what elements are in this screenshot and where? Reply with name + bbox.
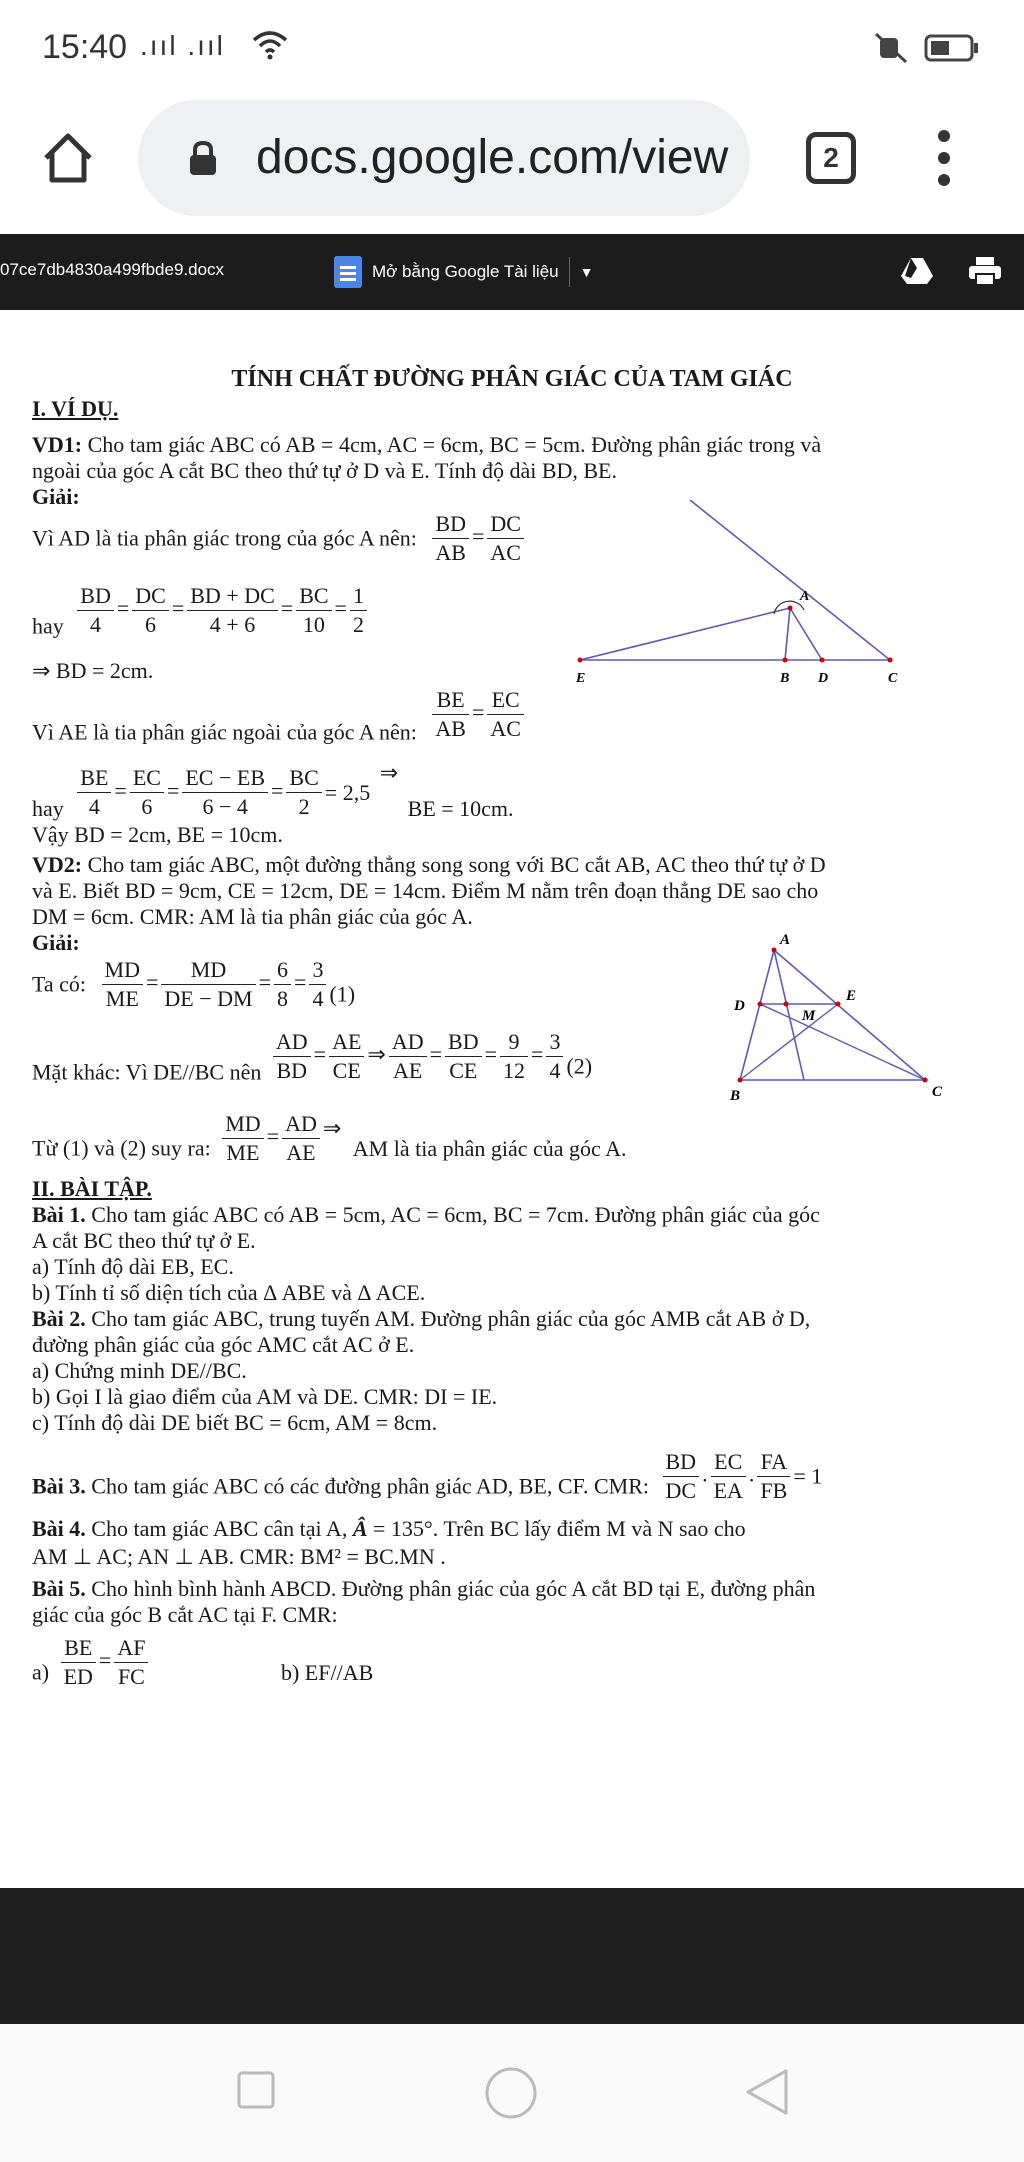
vd1-conclusion: Vậy BD = 2cm, BE = 10cm. bbox=[32, 822, 283, 847]
point-a bbox=[772, 948, 777, 953]
signal-icon: .ııl .ııl bbox=[140, 30, 225, 61]
label-e: E bbox=[846, 988, 857, 1004]
open-in-docs-label: Mở bằng Google Tài liệu bbox=[372, 262, 559, 281]
exercise-2-line-1: Bài 2. Cho tam giác ABC, trung tuyến AM. Đường phân giác của góc AMB cắt AB ở D, bbox=[32, 1306, 811, 1331]
solution-label: Giải: bbox=[32, 930, 80, 955]
vd2-step-1: Ta có: $\frac{MD}{ME}$ = $\frac{MD}{DE - DM}$ = $\frac{6}{8}$ = $\frac{3}{4}$ (1) bbox=[32, 957, 356, 1011]
file-name: 07ce7db4830a499fbde9.docx bbox=[0, 260, 225, 279]
system-navigation-bar bbox=[0, 2024, 1024, 2162]
vd1-step-3: Vì AE là tia phân giác ngoài của góc A nên: $\frac{BE}{AB}$ = $\frac{EC}{AC}$ bbox=[32, 686, 527, 746]
exercise-1-b: b) Tính tỉ số diện tích của Δ ABE và Δ ACE. bbox=[32, 1280, 426, 1305]
exercise-5-line-2: giác của góc B cắt AC tại F. CMR: bbox=[32, 1602, 338, 1627]
vd2-step-2: Mặt khác: Vì DE//BC nên $\frac{AD}{BD}$ = $\frac{AE}{CE}$ ⇒ $\frac{AD}{AE}$ = $\frac{BD}{CE}$ = $\frac{9}{12}$ = $\frac{3}{4}$ (2) bbox=[32, 1029, 593, 1085]
section-heading: II. BÀI TẬP. bbox=[32, 1176, 152, 1201]
exercise-3: Bài 3. Cho tam giác ABC có các đường phân giác AD, BE, CF. CMR: $\frac{BD}{DC}$ . $\frac{EC}{EA}$ . $\frac{FA}{FB}$ = 1 bbox=[32, 1449, 823, 1503]
point-d bbox=[758, 1002, 763, 1007]
battery-icon bbox=[924, 34, 980, 62]
figure-1-diagram bbox=[560, 500, 980, 690]
point-c bbox=[923, 1078, 928, 1083]
vd1-step-2: hay $\frac{BD}{4}$ = $\frac{DC}{6}$ = $\frac{BD + DC}{4 + 6}$ = $\frac{BC}{10}$ = $\frac{1}{2}$ bbox=[32, 582, 370, 640]
wifi-icon bbox=[252, 30, 288, 60]
point-e bbox=[836, 1002, 841, 1007]
figure-2-diagram bbox=[720, 930, 960, 1110]
bisector-line-ac bbox=[690, 500, 890, 660]
segment-ab bbox=[785, 608, 790, 660]
doc-viewer-toolbar bbox=[0, 234, 1024, 310]
drive-icon[interactable] bbox=[900, 256, 934, 286]
segment-ad bbox=[790, 608, 822, 660]
exercise-2-b: b) Gọi I là giao điểm của AM và DE. CMR: DI = IE. bbox=[32, 1384, 498, 1409]
point-e bbox=[578, 658, 583, 663]
vd2-conclusion: Từ (1) và (2) suy ra: $\frac{MD}{ME}$ = $\frac{AD}{AE}$ ⇒ AM là tia phân giác của góc A. bbox=[32, 1111, 627, 1165]
open-in-google-docs-button[interactable] bbox=[334, 250, 593, 294]
label-m: M bbox=[802, 1008, 816, 1024]
point-m bbox=[784, 1002, 789, 1007]
exercise-2-line-2: đường phân giác của góc AMC cắt AC ở E. bbox=[32, 1332, 415, 1357]
label-b: B bbox=[780, 671, 790, 686]
back-icon[interactable] bbox=[744, 2068, 790, 2116]
segment-am bbox=[774, 950, 804, 1080]
exercise-1-line-2: A cắt BC theo thứ tự ở E. bbox=[32, 1228, 256, 1253]
label-c: C bbox=[932, 1084, 943, 1100]
exercise-4-line-2: AM ⊥ AC; AN ⊥ AB. CMR: BM² = BC.MN . bbox=[32, 1544, 446, 1569]
label-e: E bbox=[576, 671, 586, 686]
divider bbox=[569, 257, 570, 287]
vd2-line-1: VD2: Cho tam giác ABC, một đường thẳng song song với BC cắt AB, AC theo thứ tự ở D bbox=[32, 852, 826, 877]
label-c: C bbox=[888, 671, 898, 686]
print-icon[interactable] bbox=[968, 256, 1002, 286]
label-a: A bbox=[800, 589, 810, 604]
home-nav-icon[interactable] bbox=[484, 2066, 538, 2120]
label-b: B bbox=[730, 1088, 741, 1104]
label-d: D bbox=[818, 671, 829, 686]
segment-dc bbox=[760, 1004, 925, 1080]
segment-ab bbox=[740, 950, 774, 1080]
exercise-1-a: a) Tính độ dài EB, EC. bbox=[32, 1254, 234, 1279]
viewer-bottom-area bbox=[0, 1888, 1024, 2024]
chevron-down-icon[interactable]: ▼ bbox=[579, 264, 594, 280]
vd1-step-1: Vì AD là tia phân giác trong của góc A nên: $\frac{BD}{AB}$ = $\frac{DC}{AC}$ bbox=[32, 510, 527, 567]
status-bar bbox=[0, 0, 1024, 92]
exercise-2-a: a) Chứng minh DE//BC. bbox=[32, 1358, 247, 1383]
angle-a-symbol: Â bbox=[352, 1516, 368, 1541]
segment-ea bbox=[580, 608, 790, 660]
google-docs-icon bbox=[334, 256, 362, 288]
browser-toolbar bbox=[0, 92, 1024, 234]
section-heading: I. VÍ DỤ. bbox=[32, 396, 119, 421]
exercise-2-c: c) Tính độ dài DE biết BC = 6cm, AM = 8cm. bbox=[32, 1410, 438, 1435]
vd2-line-3: DM = 6cm. CMR: AM là tia phân giác của góc A. bbox=[32, 904, 473, 929]
exercise-4-line-1: Bài 4. Cho tam giác ABC cân tại A, Â = 135°. Trên BC lấy điểm M và N sao cho bbox=[32, 1516, 746, 1541]
status-time: 15:40 bbox=[42, 28, 128, 66]
address-bar[interactable] bbox=[138, 100, 750, 216]
doc-title: TÍNH CHẤT ĐƯỜNG PHÂN GIÁC CỦA TAM GIÁC bbox=[231, 366, 793, 392]
segment-ac bbox=[774, 950, 925, 1080]
url-text: docs.google.com/view bbox=[256, 131, 729, 184]
vd1-step-4: hay $\frac{BE}{4}$ = $\frac{EC}{6}$ = $\frac{EC - EB}{6 - 4}$ = $\frac{BC}{2}$ = 2,5 ⇒ BE = 10cm. bbox=[32, 760, 514, 821]
point-b bbox=[783, 658, 788, 663]
exercise-1-line-1: Bài 1. Cho tam giác ABC có AB = 5cm, AC = 6cm, BC = 7cm. Đường phân giác của góc bbox=[32, 1202, 820, 1227]
recents-icon[interactable] bbox=[236, 2070, 276, 2110]
vd1-line-2: ngoài của góc A cắt BC theo thứ tự ở D và E. Tính độ dài BD, BE. bbox=[32, 458, 617, 483]
home-icon[interactable] bbox=[40, 130, 96, 186]
tab-switcher-button[interactable]: 2 bbox=[806, 132, 856, 184]
exercise-5-line-1: Bài 5. Cho hình bình hành ABCD. Đường phân giác của góc A cắt BD tại E, đường phân bbox=[32, 1576, 816, 1601]
lock-icon bbox=[188, 140, 218, 176]
document-page bbox=[0, 310, 1024, 1888]
exercise-5-parts: a) $\frac{BE}{ED}$ = $\frac{AF}{FC}$ b) EF//AB bbox=[32, 1635, 374, 1689]
point-a bbox=[788, 606, 793, 611]
vd1-result-bd: ⇒ BD = 2cm. bbox=[32, 658, 154, 683]
point-b bbox=[738, 1078, 743, 1083]
point-d bbox=[820, 658, 825, 663]
solution-label: Giải: bbox=[32, 484, 80, 509]
vd1-line-1: VD1: Cho tam giác ABC có AB = 4cm, AC = 6cm, BC = 5cm. Đường phân giác trong và bbox=[32, 432, 822, 457]
point-c bbox=[888, 658, 893, 663]
label-a: A bbox=[780, 932, 791, 948]
overflow-menu-icon[interactable] bbox=[934, 128, 954, 188]
label-d: D bbox=[734, 998, 745, 1014]
mute-icon bbox=[872, 32, 912, 64]
vd2-line-2: và E. Biết BD = 9cm, CE = 12cm, DE = 14cm. Điểm M nằm trên đoạn thẳng DE sao cho bbox=[32, 878, 819, 903]
